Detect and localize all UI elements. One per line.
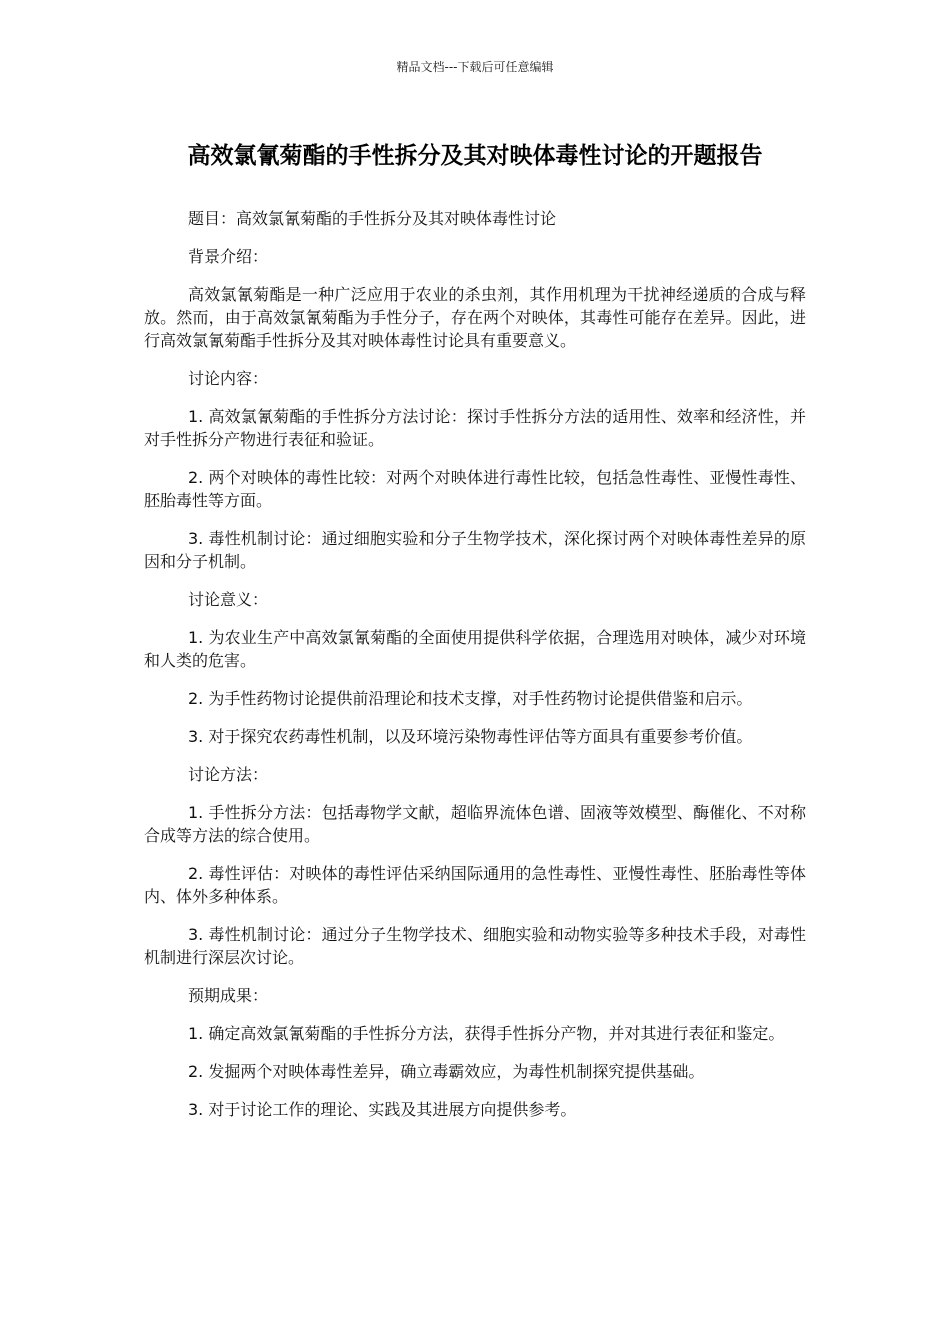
paragraph-significance-1: 1. 为农业生产中高效氯氰菊酯的全面使用提供科学依据，合理选用对映体，减少对环境和人类的危害。 [144,628,806,670]
heading-significance: 讨论意义： [188,590,269,609]
paragraph-results-2: 2. 发掘两个对映体毒性差异，确立毒霸效应，为毒性机制探究提供基础。 [188,1062,705,1081]
paragraph-results-1: 1. 确定高效氯氰菊酯的手性拆分方法，获得手性拆分产物，并对其进行表征和鉴定。 [188,1024,785,1043]
paragraph-methods-2: 2. 毒性评估：对映体的毒性评估采纳国际通用的急性毒性、亚慢性毒性、胚胎毒性等体内、体外多种体系。 [144,864,806,906]
paragraph-significance-2: 2. 为手性药物讨论提供前沿理论和技术支撑，对手性药物讨论提供借鉴和启示。 [188,689,753,708]
document-body [144,207,806,1136]
paragraph-methods-1: 1. 手性拆分方法：包括毒物学文献，超临界流体色谱、固液等效模型、酶催化、不对称合成等方法的综合使用。 [144,803,806,845]
paragraph-background: 高效氯氰菊酯是一种广泛应用于农业的杀虫剂，其作用机理为干扰神经递质的合成与释放。然而，由于高效氯氰菊酯为手性分子，存在两个对映体，其毒性可能存在差异。因此，进行高效氯氰菊酯手性拆分及其对映体毒性讨论具有重要意义。 [144,285,806,350]
paragraph-significance-3: 3. 对于探究农药毒性机制，以及环境污染物毒性评估等方面具有重要参考价值。 [188,727,753,746]
header-note: 精品文档---下载后可任意编辑 [396,60,554,74]
paragraph-methods-3: 3. 毒性机制讨论：通过分子生物学技术、细胞实验和动物实验等多种技术手段，对毒性机制进行深层次讨论。 [144,925,806,967]
heading-methods: 讨论方法： [188,765,269,784]
paragraph-content-3: 3. 毒性机制讨论：通过细胞实验和分子生物学技术，深化探讨两个对映体毒性差异的原因和分子机制。 [144,529,806,571]
heading-content: 讨论内容： [188,369,269,388]
paragraph-results-3: 3. 对于讨论工作的理论、实践及其进展方向提供参考。 [188,1100,577,1119]
paragraph-topic: 题目：高效氯氰菊酯的手性拆分及其对映体毒性讨论 [188,209,557,228]
document-title: 高效氯氰菊酯的手性拆分及其对映体毒性讨论的开题报告 [187,143,763,169]
heading-background: 背景介绍： [188,247,269,266]
heading-expected-results: 预期成果： [188,986,269,1005]
paragraph-content-1: 1. 高效氯氰菊酯的手性拆分方法讨论：探讨手性拆分方法的适用性、效率和经济性，并对手性拆分产物进行表征和验证。 [144,407,806,449]
paragraph-content-2: 2. 两个对映体的毒性比较：对两个对映体进行毒性比较，包括急性毒性、亚慢性毒性、胚胎毒性等方面。 [144,468,806,510]
